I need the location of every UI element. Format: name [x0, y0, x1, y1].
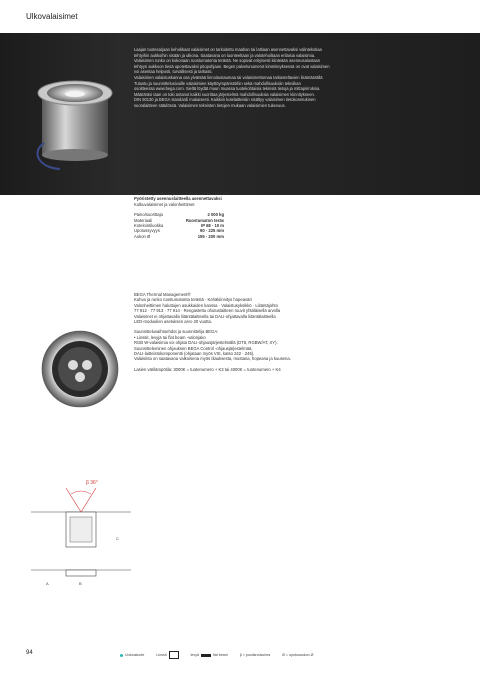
hero-line: Määräräsi taan on toki antanut kaikki suorittaa järjestelmä mahdollisuuksia valaisimen kiinnitykseen. [134, 91, 315, 97]
hero-line: Valaisimen valaistuskanna osa ylväntää linnoitustaumaa tai valaisimettomaa tarkasteltavien lisämäärällä [134, 74, 323, 80]
fixture-photo [30, 53, 120, 173]
hero-line: DIN 50130 ja BEGA standardi mukaisesti. Kaikkiin kotelaitteisiin sisältyy valaisimen tietokonetukinen [134, 97, 316, 103]
legend-item: Ø = upotusaukon Ø [282, 653, 314, 657]
hero-line: suoralaitteen säädössä. Valaisimen teknisten tietojen mukaan valaisimien tukevuus. [134, 102, 286, 108]
spec-value: 2 000 kg [207, 212, 224, 218]
options-line: • Linssit, levyjä tai flat beam -valonjako [134, 334, 206, 340]
options-line: RGB W-valaisimia voi ohjata DALI-ohjausjärjestelmällä (DT8, RGBW/AT, XY). [134, 340, 278, 346]
thermal-block [134, 292, 334, 372]
hero-line: tehtyyn aukkoon tiesä upotettavaksi pitopohjaan. Begen palvelunumerot kimmiteyksessä on ovat valaisimen [134, 63, 330, 69]
legend-item: β = puoliarvokulma [239, 653, 271, 657]
thermal-line: Kahva ja runko ruostumatonta terästä · Kehäkiinnitys hopeaväri [134, 297, 252, 303]
hero-banner [0, 33, 480, 195]
legend-item: Linssit [156, 653, 167, 657]
legend-item: Uutuustuote [125, 653, 145, 657]
spec-block [134, 191, 354, 239]
fixture-top-view [40, 329, 120, 409]
thermal-line: LED-moduulien asetuksen arvo 20 vuotta. [134, 319, 212, 325]
thermal-line: 77 912 · 77 913 · 77 914 · Rengastettu ohutuslaitteen ruuvit yhtäläisellä arvolla [134, 308, 281, 314]
hero-line: osoitteessa www.bega.com. Sieltä löydät muun muassa tuotekohtaisia teknisiä tietoja ja mittapiirroksia. [134, 86, 321, 92]
color-temp-line: Lasien värilämpötila: 3000K = tuotenumero + K3 tai 4000K = tuotenumero + K4 [134, 366, 281, 372]
hero-description [134, 47, 452, 109]
thermal-line: Valaisimet ei ohjattavalla liitäntälaitteella tai DALI-ohjattavalla liitäntälaitteella [134, 313, 276, 319]
spec-value: 155 · 200 mm [197, 233, 224, 239]
thermal-title: BEGA Thermal Management® [134, 292, 191, 297]
hero-line: Tutustu ja suunnittelusivuille valaisimien käyttöympäristöihin sekä mahdollisuuksiin tekniikan [134, 80, 301, 86]
dim-b: B [79, 581, 82, 586]
dim-c: C [116, 536, 119, 541]
dim-a: A [46, 581, 49, 586]
spec-intro-bold: Pyöristetty asennuslaitteella asennettavaksi [134, 196, 222, 202]
spec-value: 90 · 225 mm [200, 228, 224, 234]
page-heading: Ulkovalaisimet [26, 12, 78, 21]
lens-box-icon [169, 651, 179, 659]
hero-line: voi asentaa helposti, turvallisesti ja tarkasti. [134, 69, 213, 75]
hero-line: Laajan tuotesarjaan kehokkaat valaisimet on tarkoitettu maahan tai lattiaan asennettavaksi valintekstiaa [134, 47, 322, 52]
options-line: Valaisinta on saatavana valkoisena myös tilauksesta, mustana, hopeana ja kuusena. [134, 356, 291, 362]
options-line: Suunnitteluvaihtoehdot ja suunnittelija BEGA: [134, 329, 219, 335]
legend-item: flat beam [212, 653, 228, 657]
spec-label: Materiaali [134, 217, 153, 223]
spec-intro: Kulkuvalaisimet ja valonheittimet [134, 201, 195, 207]
new-product-dot-icon [120, 654, 123, 657]
flat-beam-bar-icon [201, 654, 211, 657]
options-line: DALI-laitteistokomponentti (ohjataan myös VIS, katso 242 · 245). [134, 351, 255, 357]
spec-row [134, 234, 224, 239]
thermal-line: Valonheittimen haluttujen asukkaiden kanssa · Valaistusyksikkö · Liitäntäjohto [134, 302, 278, 308]
legend [120, 651, 470, 659]
spec-table [134, 212, 354, 239]
hero-line: Valaisimen runko on kokonaan ruostumatonta terästä. Ne sopivat erityisesti kiinteään asennusalustaan [134, 58, 321, 64]
spec-value: Ruostumaton teräs [185, 217, 224, 223]
spec-label: Paino/suorittaja [134, 212, 163, 218]
spec-value: IP 68 · 10 m [201, 223, 224, 229]
spec-label: Aukon Ø [134, 233, 151, 239]
options-line: Suunnitteleminen ohjauksen BEGA Control -ohjausjärjestelmää, [134, 345, 253, 351]
hero-line: tehtyihin aukkoihin sisään ja ulkona. Saatavana on luonteeltaan ja valotehoiltaan erilaisia valaisimia. [134, 52, 316, 58]
installation-diagram [26, 470, 136, 600]
spec-intro: Maahan upotettavat pistevalaisimet LED-valaisimet [134, 191, 229, 196]
legend-item: levyä [190, 653, 199, 657]
spec-label: Kotelointiluokka [134, 223, 164, 229]
page-number: 94 [26, 650, 33, 656]
spec-label: Upotussyvyys [134, 228, 160, 234]
angle-label: β 36° [86, 480, 98, 486]
